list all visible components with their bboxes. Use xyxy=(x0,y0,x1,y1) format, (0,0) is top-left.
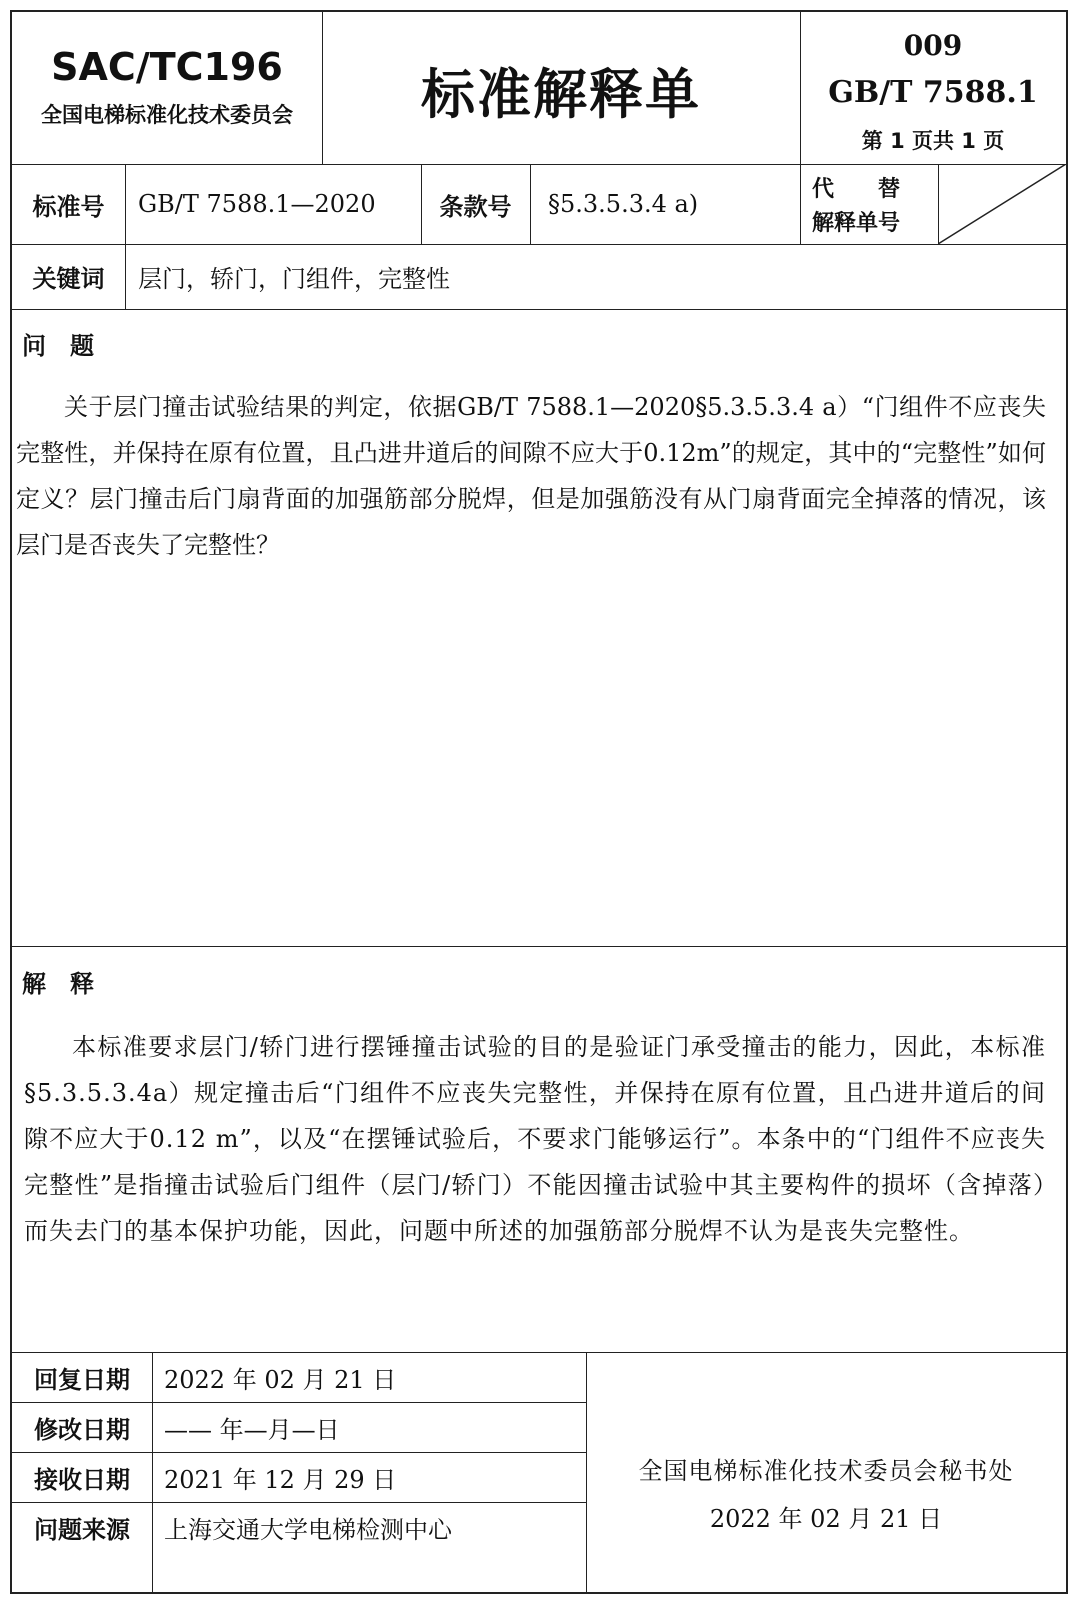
replace-label-1: 代 替 xyxy=(812,177,901,202)
replace-label-2: 解释单号 xyxy=(812,211,901,236)
revise-date-label: 修改日期 xyxy=(34,1415,130,1444)
org-code: SAC/TC196 xyxy=(51,45,283,89)
divider xyxy=(530,164,531,244)
reply-date-value: 2022 年 02 月 21 日 xyxy=(164,1365,397,1394)
question-heading: 问 题 xyxy=(22,332,94,360)
divider xyxy=(152,1352,153,1592)
divider xyxy=(12,946,1066,947)
question-text: 关于层门撞击试验结果的判定，依据GB/T 7588.1—2020§5.3.5.3.4 a）“门组件不应丧失完整性，并保持在原有位置，且凸进井道后的间隙不应大于0.12m”的规定，其中的“完整性”如何定义？层门撞击后门扇背面的加强筋部分脱焊，但是加强筋没有从门扇背面完全掉落的情况，该层门是否丧失了完整性？ xyxy=(16,393,1046,559)
page-info: 第 1 页共 1 页 xyxy=(861,129,1005,153)
divider xyxy=(12,309,1066,310)
source-label: 问题来源 xyxy=(34,1515,130,1544)
divider xyxy=(125,244,126,309)
keywords-value: 层门，轿门，门组件，完整性 xyxy=(138,265,450,293)
doc-number: 009 xyxy=(903,28,963,62)
issuer: 全国电梯标准化技术委员会秘书处 xyxy=(638,1456,1014,1485)
diagonal-strike-icon xyxy=(938,164,1066,244)
clause-value: §5.3.5.3.4 a) xyxy=(548,190,699,218)
source-value: 上海交通大学电梯检测中心 xyxy=(164,1515,452,1544)
page-title: 标准解释单 xyxy=(421,62,701,126)
keywords-label: 关键词 xyxy=(32,265,105,293)
replace-value-cell xyxy=(938,164,1066,244)
org-name: 全国电梯标准化技术委员会 xyxy=(41,103,293,127)
std-no-label: 标准号 xyxy=(32,192,105,221)
revise-date-value: —— 年—月—日 xyxy=(164,1415,340,1444)
issue-date: 2022 年 02 月 21 日 xyxy=(709,1504,943,1533)
reply-date-label: 回复日期 xyxy=(34,1365,130,1394)
explanation-text: 本标准要求层门/轿门进行摆锤撞击试验的目的是验证门承受撞击的能力，因此，本标准§5.3.5.3.4a）规定撞击后“门组件不应丧失完整性，并保持在原有位置，且凸进井道后的间隙不应大于0.12 m”，以及“在摆锤试验后，不要求门能够运行”。本条中的“门组件不应丧失完整性”是指撞击试验后门组件（层门/轿门）不能因撞击试验中其主要构件的损坏（含掉落）而失去门的基本保护功能，因此，问题中所述的加强筋部分脱焊不认为是丧失完整性。 xyxy=(24,1033,1046,1245)
clause-label: 条款号 xyxy=(439,192,512,221)
explanation-heading: 解 释 xyxy=(22,970,94,998)
standard-code: GB/T 7588.1 xyxy=(828,74,1038,110)
std-no-value: GB/T 7588.1—2020 xyxy=(138,190,376,218)
receive-date-label: 接收日期 xyxy=(34,1465,130,1494)
divider xyxy=(125,164,126,244)
receive-date-value: 2021 年 12 月 29 日 xyxy=(164,1465,397,1494)
